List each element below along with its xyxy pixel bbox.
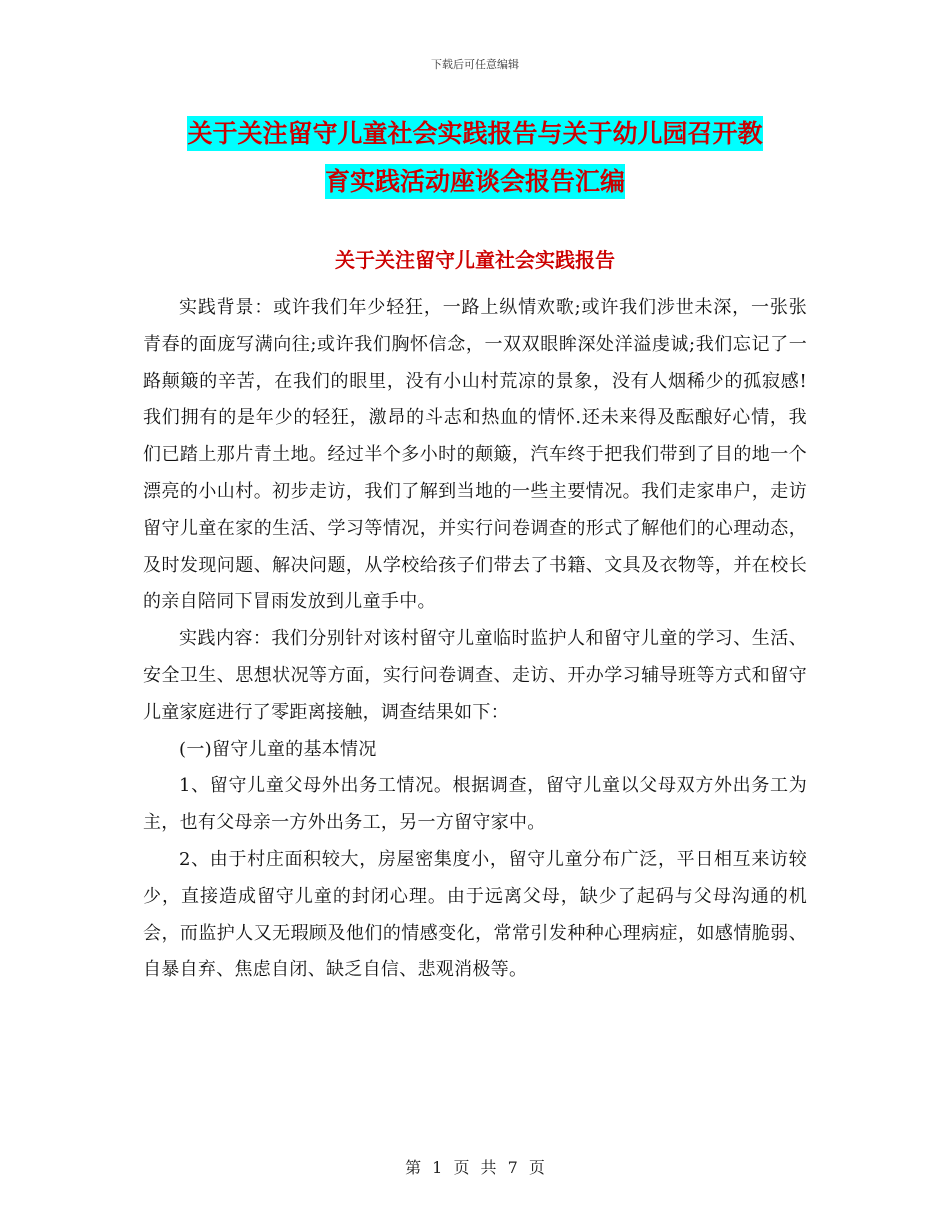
body-text	[143, 290, 807, 989]
document-title	[143, 110, 807, 206]
title-line-2: 育实践活动座谈会报告汇编	[325, 164, 625, 199]
header-note: 下载后可任意编辑	[431, 58, 519, 71]
paragraph-item-1: 1、留守儿童父母外出务工情况。根据调查，留守儿童以父母双方外出务工为主，也有父母亲一方外出务工，另一方留守家中。	[143, 775, 807, 834]
section-title: 关于关注留守儿童社会实践报告	[335, 248, 615, 272]
title-line-1: 关于关注留守儿童社会实践报告与关于幼儿园召开教	[187, 116, 762, 151]
paragraph-content: 实践内容：我们分别针对该村留守儿童临时监护人和留守儿童的学习、生活、安全卫生、思想状况等方面，实行问卷调查、走访、开办学习辅导班等方式和留守儿童家庭进行了零距离接触，调查结果如下：	[143, 628, 807, 723]
paragraph-background: 实践背景：或许我们年少轻狂，一路上纵情欢歌;或许我们涉世未深，一张张青春的面庞写满向往;或许我们胸怀信念，一双双眼眸深处洋溢虔诚;我们忘记了一路颠簸的辛苦，在我们的眼里，没有小山村荒凉的景象，没有人烟稀少的孤寂感!我们拥有的是年少的轻狂，激昂的斗志和热血的情怀.还未来得及酝酿好心情，我们已踏上那片青土地。经过半个多小时的颠簸，汽车终于把我们带到了目的地一个漂亮的小山村。初步走访，我们了解到当地的一些主要情况。我们走家串户，走访留守儿童在家的生活、学习等情况，并实行问卷调查的形式了解他们的心理动态，及时发现问题、解决问题，从学校给孩子们带去了书籍、文具及衣物等，并在校长的亲自陪同下冒雨发放到儿童手中。	[143, 297, 807, 613]
page-footer: 第 1 页 共 7 页	[405, 1158, 545, 1177]
paragraph-item-2: 2、由于村庄面积较大，房屋密集度小，留守儿童分布广泛，平日相互来访较少，直接造成留守儿童的封闭心理。由于远离父母，缺少了起码与父母沟通的机会，而监护人又无瑕顾及他们的情感变化，常常引发种种心理病症，如感情脆弱、自暴自弃、焦虑自闭、缺乏自信、悲观消极等。	[143, 848, 807, 981]
paragraph-subheading: (一)留守儿童的基本情况	[179, 738, 377, 760]
